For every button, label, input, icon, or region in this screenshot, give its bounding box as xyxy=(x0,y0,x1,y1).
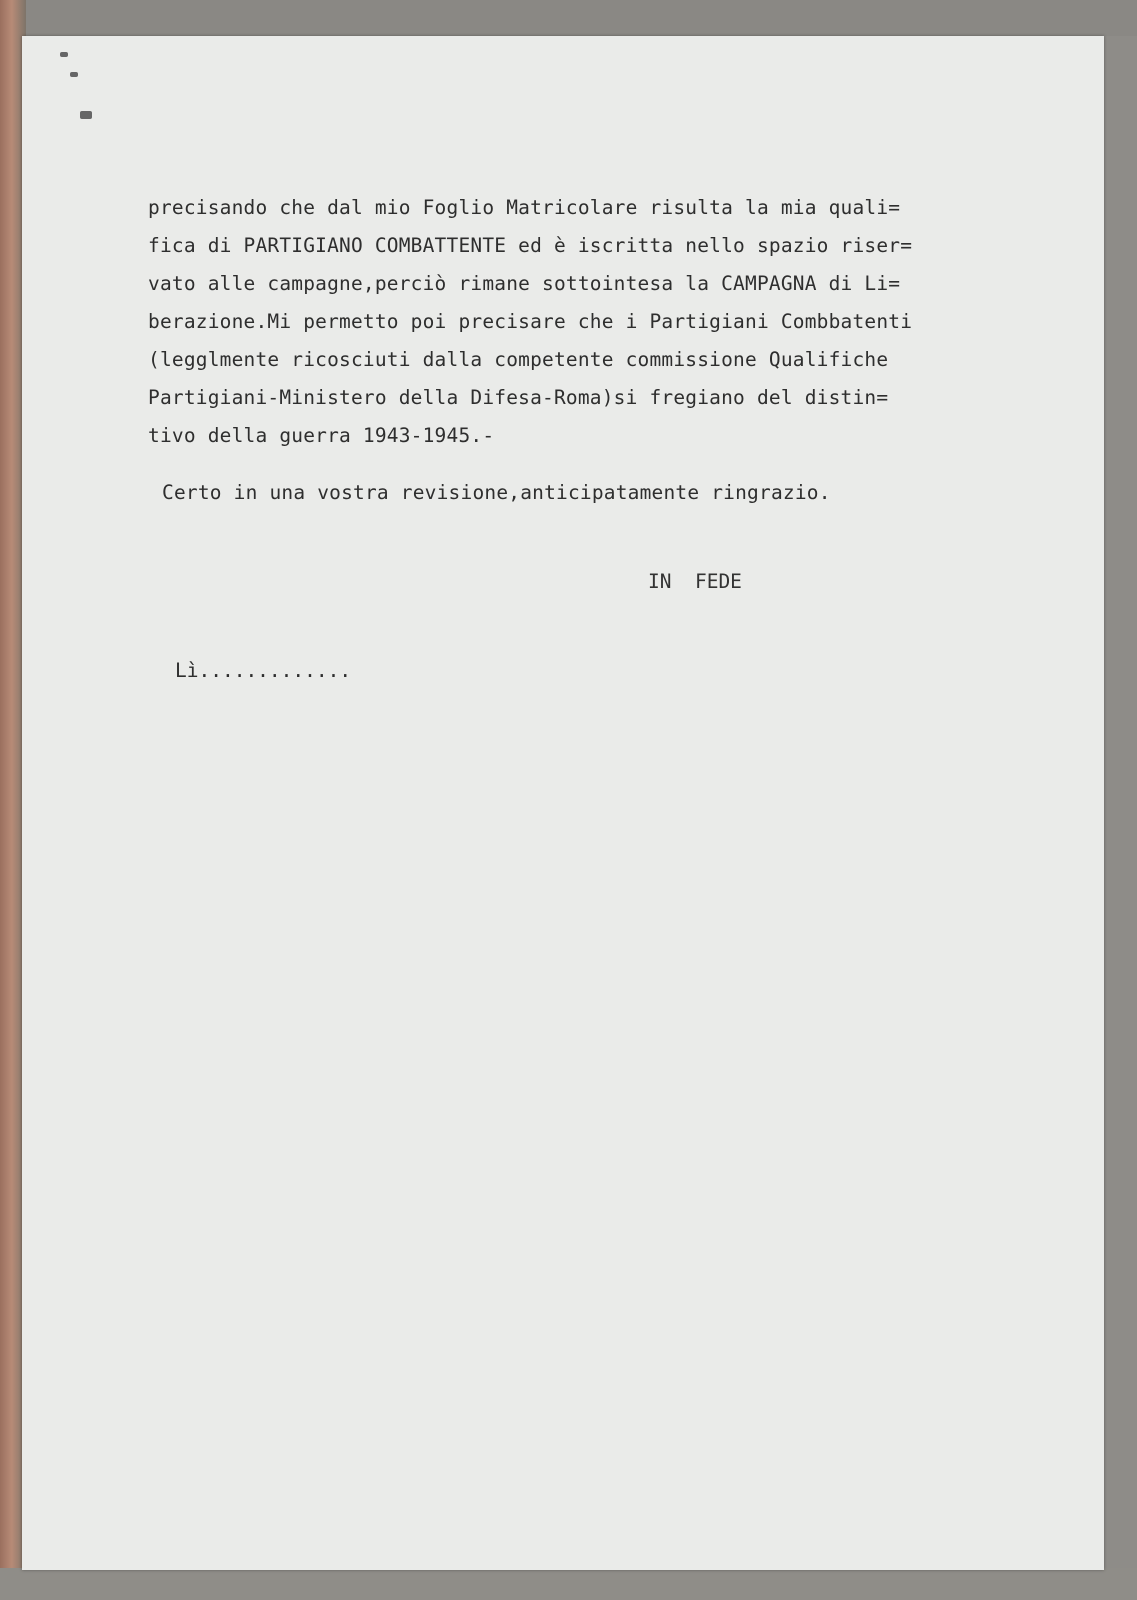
body-line-7: tivo della guerra 1943-1945.- xyxy=(148,424,495,447)
body-line-4: berazione.Mi permetto poi precisare che i Partigiani Combbatenti xyxy=(148,310,913,333)
document-page xyxy=(22,36,1104,1570)
staple-mark xyxy=(80,111,92,119)
staple-mark xyxy=(60,52,68,57)
body-line-5: (legglmente ricosciuti dalla competente commissione Qualifiche xyxy=(148,348,889,371)
closing-sentence: Certo in una vostra revisione,anticipatamente ringrazio. xyxy=(162,481,831,504)
body-line-2: fica di PARTIGIANO COMBATTENTE ed è iscritta nello spazio riser= xyxy=(148,234,913,257)
body-line-1: precisando che dal mio Foglio Matricolare risulta la mia quali= xyxy=(148,196,901,219)
scan-background-top xyxy=(0,0,1137,36)
signoff: IN FEDE xyxy=(648,570,742,593)
staple-mark xyxy=(70,72,78,77)
body-line-3: vato alle campagne,perciò rimane sottointesa la CAMPAGNA di Li= xyxy=(148,272,901,295)
scan-background-bottom xyxy=(0,1568,1137,1600)
body-line-6: Partigiani-Ministero della Difesa-Roma)si fregiano del distin= xyxy=(148,386,889,409)
place-date-line: Lì............. xyxy=(175,659,352,682)
